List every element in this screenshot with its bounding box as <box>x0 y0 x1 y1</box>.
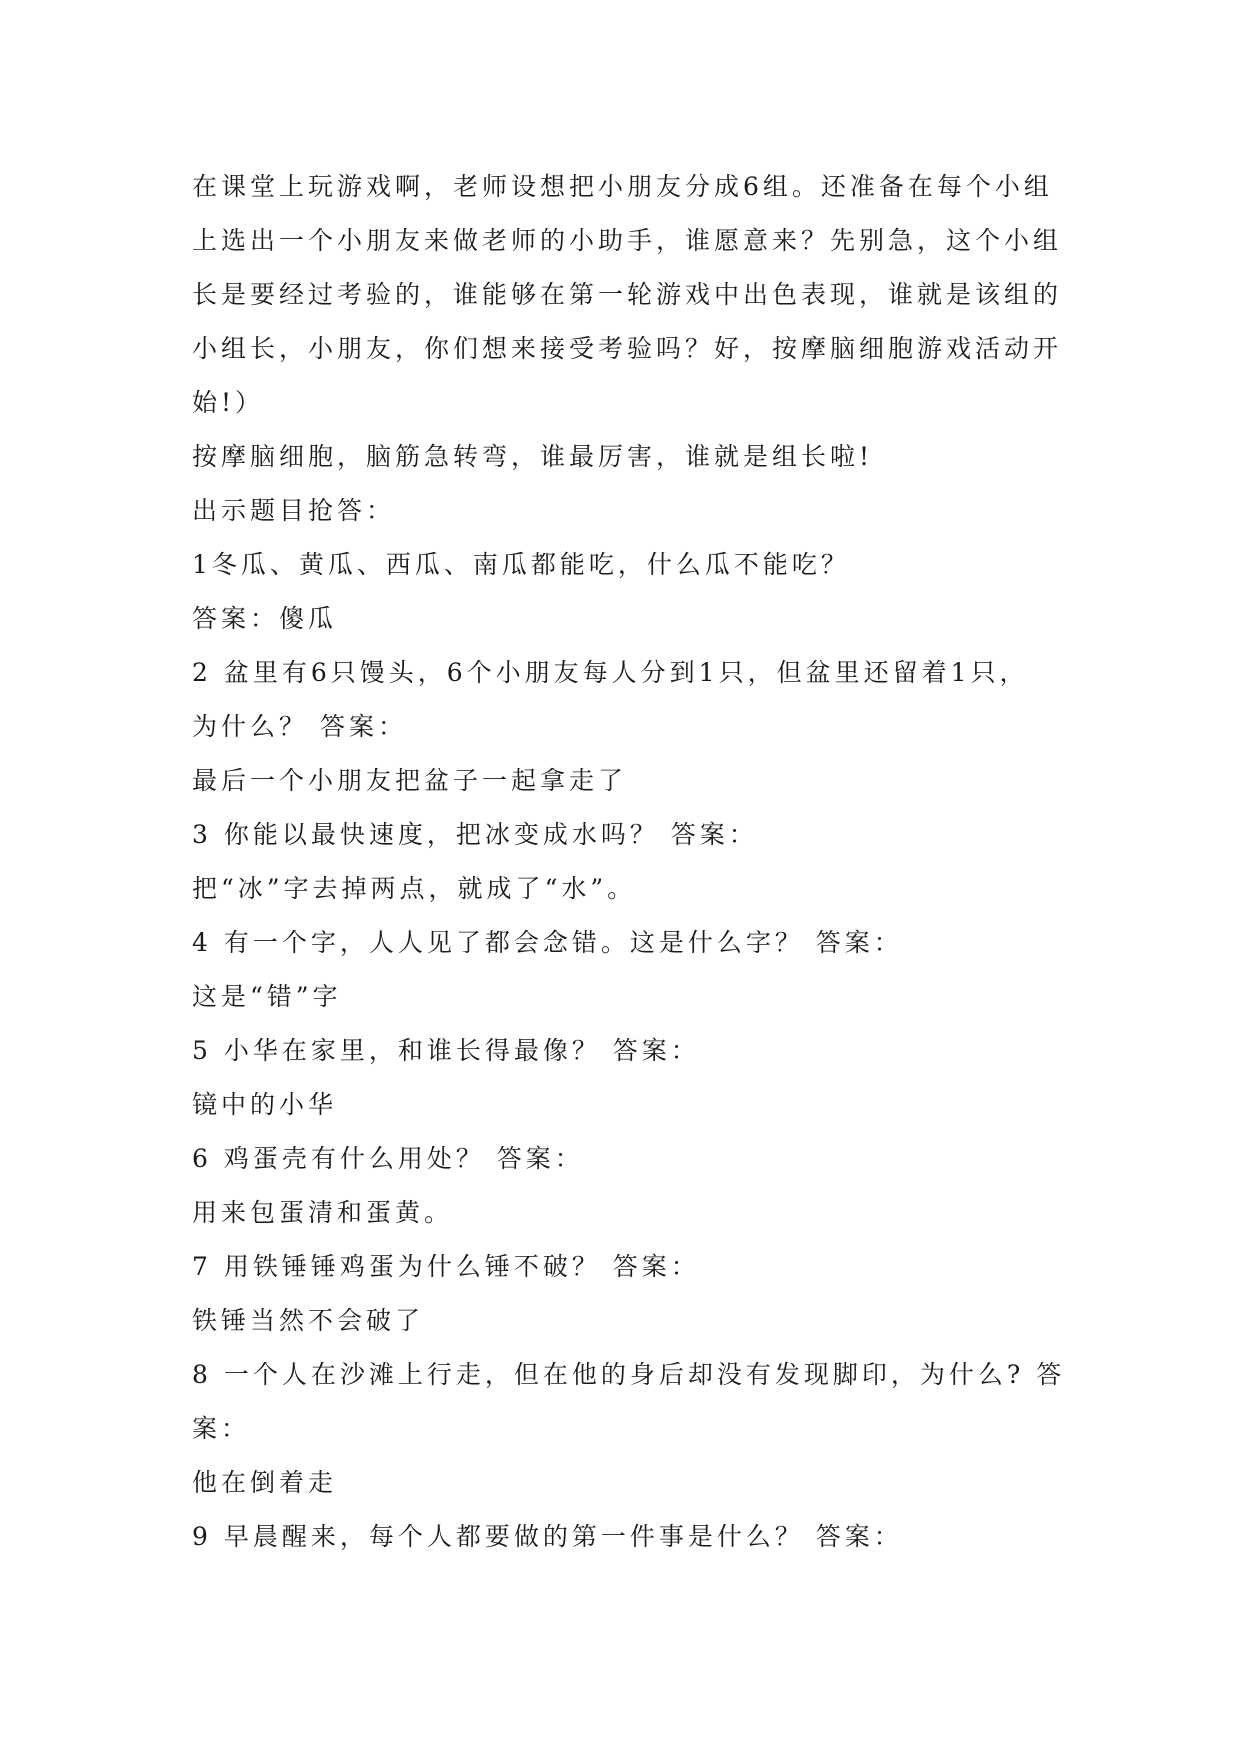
answer-line: 答案：傻瓜 <box>192 604 338 633</box>
answer-line: 把“冰”字去掉两点，就成了“水”。 <box>192 874 637 903</box>
question-line: 6 鸡蛋壳有什么用处？ 答案： <box>192 1144 584 1173</box>
question-line: 7 用铁锤锤鸡蛋为什么锤不破？ 答案： <box>192 1252 700 1281</box>
text-line: 按摩脑细胞，脑筋急转弯，谁最厉害，谁就是组长啦! <box>192 442 874 471</box>
question-line: 4 有一个字，人人见了都会念错。这是什么字？ 答案： <box>192 928 903 957</box>
answer-line: 铁锤当然不会破了 <box>192 1306 425 1335</box>
question-line: 3 你能以最快速度，把冰变成水吗？ 答案： <box>192 820 758 849</box>
document-body <box>192 160 1072 1564</box>
question-line: 2 盆里有6只馒头，6个小朋友每人分到1只，但盆里还留着1只， <box>192 658 1029 687</box>
answer-line: 用来包蛋清和蛋黄。 <box>192 1198 454 1227</box>
question-line: 案： <box>192 1414 251 1443</box>
question-line: 5 小华在家里，和谁长得最像？ 答案： <box>192 1036 700 1065</box>
text-line: 小组长，小朋友，你们想来接受考验吗？好，按摩脑细胞游戏活动开 <box>192 334 1063 363</box>
text-line: 出示题目抢答： <box>192 496 396 525</box>
question-line: 9 早晨醒来，每个人都要做的第一件事是什么？ 答案： <box>192 1522 903 1551</box>
text-line: 始!） <box>192 388 265 417</box>
question-line: 8 一个人在沙滩上行走，但在他的身后却没有发现脚印，为什么? 答 <box>192 1360 1066 1389</box>
text-line: 上选出一个小朋友来做老师的小助手，谁愿意来？先别急，这个小组 <box>192 226 1063 255</box>
answer-line: 最后一个小朋友把盆子一起拿走了 <box>192 766 628 795</box>
answer-line: 镜中的小华 <box>192 1090 338 1119</box>
answer-line: 他在倒着走 <box>192 1468 338 1497</box>
text-line: 在课堂上玩游戏啊，老师设想把小朋友分成6组。还准备在每个小组 <box>192 172 1053 201</box>
text-line: 长是要经过考验的，谁能够在第一轮游戏中出色表现，谁就是该组的 <box>192 280 1063 309</box>
question-line: 为什么？ 答案： <box>192 712 407 741</box>
question-line: 1冬瓜、黄瓜、西瓜、南瓜都能吃，什么瓜不能吃？ <box>192 550 850 579</box>
answer-line: 这是“错”字 <box>192 982 342 1011</box>
